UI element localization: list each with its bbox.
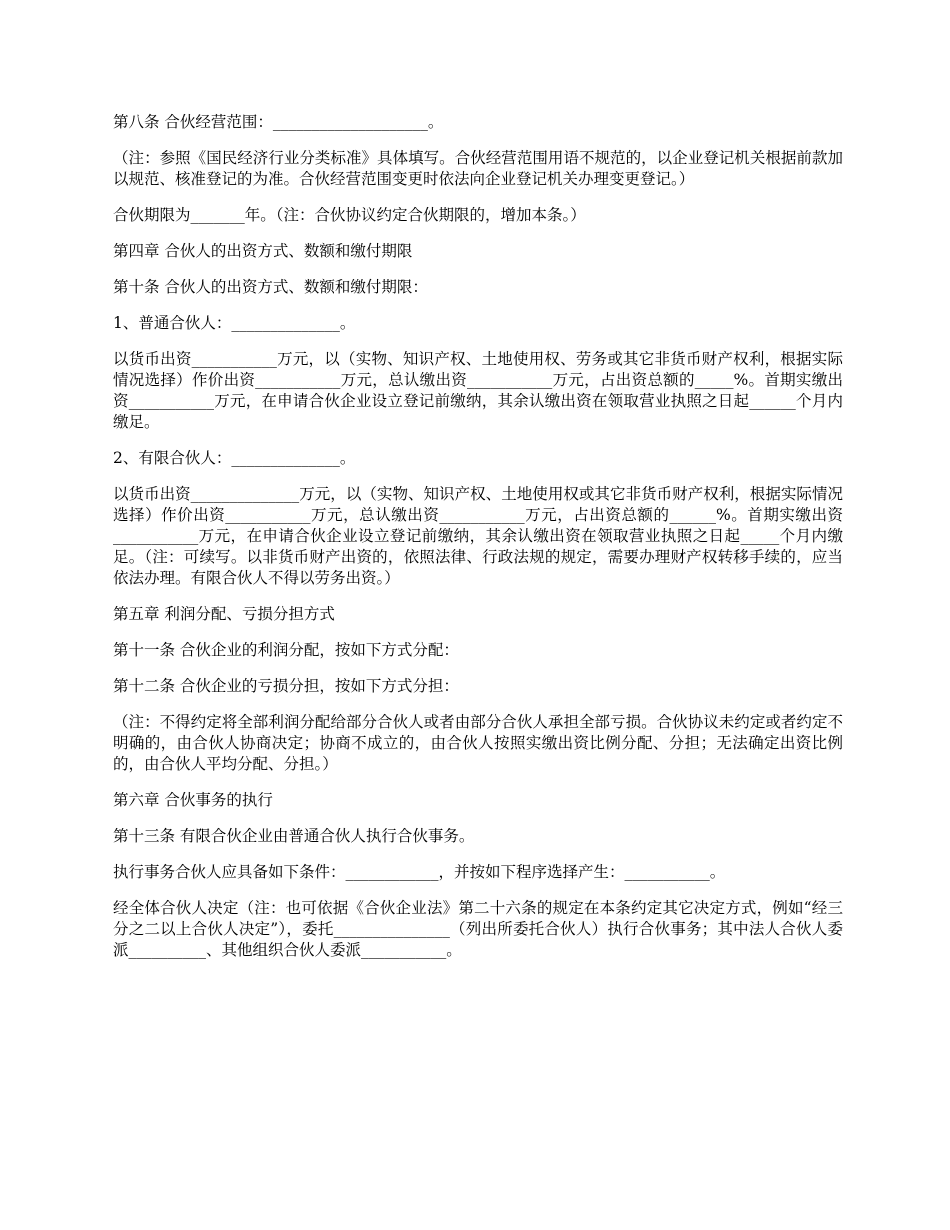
- general-partner-contribution: 以货币出资___________万元，以（实物、知识产权、土地使用权、劳务或其它非货币财产权利，根据实际情况选择）作价出资___________万元，总认缴出资___________万元，占出资总额的_____%。首期实缴出资___________万元，在申请合伙企业设立登记前缴纳，其余认缴出资在领取营业执照之日起______个月内缴足。: [113, 350, 843, 431]
- chapter-6-heading: 第六章 合伙事务的执行: [113, 791, 273, 809]
- article-8-business-scope: 第八条 合伙经营范围：____________________。: [113, 113, 444, 131]
- limited-partner-line: 2、有限合伙人：______________。: [113, 449, 356, 467]
- chapter-4-heading: 第四章 合伙人的出资方式、数额和缴付期限: [113, 242, 413, 260]
- article-13: 第十三条 有限合伙企业由普通合伙人执行合伙事务。: [113, 827, 475, 845]
- article-12-loss: 第十二条 合伙企业的亏损分担，按如下方式分担：: [113, 677, 459, 695]
- article-10-heading: 第十条 合伙人的出资方式、数额和缴付期限：: [113, 278, 428, 296]
- executing-partner-conditions: 执行事务合伙人应具备如下条件：____________，并按如下程序选择产生：___________。: [113, 863, 726, 881]
- note-profit-loss: （注：不得约定将全部利润分配给部分合伙人或者由部分合伙人承担全部亏损。合伙协议未约定或者约定不明确的，由合伙人协商决定；协商不成立的，由合伙人按照实缴出资比例分配、分担；无法确定出资比例的，由合伙人平均分配、分担。）: [113, 713, 843, 773]
- general-partner-line: 1、普通合伙人：______________。: [113, 314, 356, 332]
- executing-partner-decision: 经全体合伙人决定（注：也可依据《合伙企业法》第二十六条的规定在本条约定其它决定方式，例如“经三分之二以上合伙人决定”），委托_______________（列出所委托合伙人）执行合伙事务；其中法人合伙人委派__________、其他组织合伙人委派___________。: [113, 899, 843, 959]
- article-11-profit: 第十一条 合伙企业的利润分配，按如下方式分配：: [113, 641, 459, 659]
- note-business-scope: （注：参照《国民经济行业分类标准》具体填写。合伙经营范围用语不规范的，以企业登记机关根据前款加以规范、核准登记的为准。合伙经营范围变更时依法向企业登记机关办理变更登记。）: [113, 149, 843, 188]
- limited-partner-contribution: 以货币出资______________万元，以（实物、知识产权、土地使用权或其它非货币财产权利，根据实际情况选择）作价出资___________万元，总认缴出资___________万元，占出资总额的______%。首期实缴出资___________万元，在申请合伙企业设立登记前缴纳，其余认缴出资在领取营业执照之日起_____个月内缴足。（注：可续写。以非货币财产出资的，依照法律、行政法规的规定，需要办理财产权转移手续的，应当依法办理。有限合伙人不得以劳务出资。）: [113, 485, 843, 587]
- document-body: [113, 112, 843, 976]
- partnership-term: 合伙期限为_______年。（注：合伙协议约定合伙期限的，增加本条。）: [113, 206, 586, 224]
- chapter-5-heading: 第五章 利润分配、亏损分担方式: [113, 605, 335, 623]
